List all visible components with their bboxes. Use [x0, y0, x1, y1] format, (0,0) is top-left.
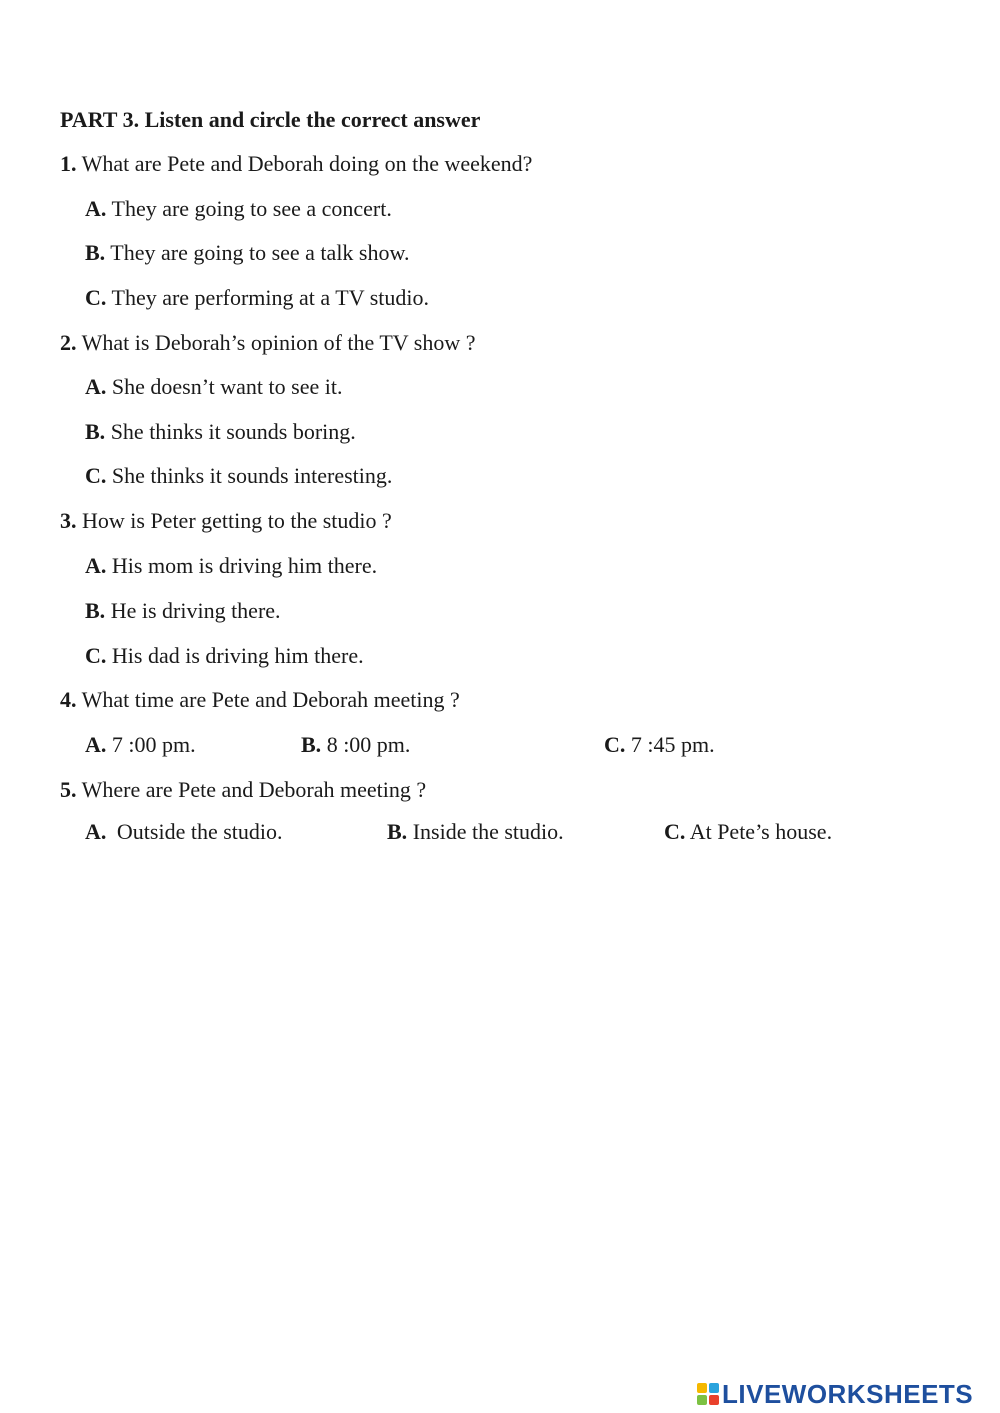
- option-text: They are going to see a concert.: [111, 196, 392, 221]
- option-4c[interactable]: [604, 731, 715, 759]
- option-text: 7 :45 pm.: [630, 732, 715, 757]
- question-text: What are Pete and Deborah doing on the weekend?: [81, 151, 533, 176]
- option-text: Inside the studio.: [412, 819, 564, 844]
- question-5: [60, 776, 426, 804]
- option-letter: B.: [85, 598, 106, 623]
- question-text: How is Peter getting to the studio ?: [82, 508, 392, 533]
- option-1a[interactable]: [85, 195, 392, 223]
- question-number: 2.: [60, 330, 77, 355]
- question-text: What is Deborah’s opinion of the TV show ?: [81, 330, 476, 355]
- option-5a[interactable]: [85, 818, 283, 846]
- option-letter: A.: [85, 732, 107, 757]
- option-text: She doesn’t want to see it.: [111, 374, 343, 399]
- question-number: 4.: [60, 687, 77, 712]
- option-5c[interactable]: [664, 818, 832, 846]
- worksheet-title: PART 3. Listen and circle the correct answer: [60, 107, 481, 132]
- option-text: She thinks it sounds interesting.: [111, 463, 393, 488]
- question-1: [60, 150, 532, 178]
- option-letter: C.: [604, 732, 626, 757]
- option-text: Outside the studio.: [116, 819, 283, 844]
- question-text: Where are Pete and Deborah meeting ?: [81, 777, 427, 802]
- question-number: 3.: [60, 508, 77, 533]
- option-text: At Pete’s house.: [689, 819, 833, 844]
- option-2b[interactable]: [85, 418, 356, 446]
- question-4: [60, 686, 460, 714]
- option-text: 8 :00 pm.: [326, 732, 411, 757]
- option-letter: C.: [85, 643, 107, 668]
- option-4b[interactable]: [301, 731, 410, 759]
- liveworksheets-watermark: [697, 1378, 973, 1410]
- option-2c[interactable]: [85, 462, 392, 490]
- option-letter: C.: [85, 285, 107, 310]
- option-text: They are going to see a talk show.: [110, 240, 410, 265]
- question-3: [60, 507, 392, 535]
- option-letter: C.: [85, 463, 107, 488]
- option-letter: A.: [85, 196, 107, 221]
- option-3c[interactable]: [85, 642, 364, 670]
- option-letter: B.: [85, 240, 106, 265]
- option-letter: A.: [85, 374, 107, 399]
- option-letter: B.: [387, 819, 408, 844]
- option-1c[interactable]: [85, 284, 429, 312]
- option-text: His mom is driving him there.: [111, 553, 378, 578]
- option-3b[interactable]: [85, 597, 281, 625]
- option-text: 7 :00 pm.: [111, 732, 196, 757]
- option-letter: C.: [664, 819, 686, 844]
- option-1b[interactable]: [85, 239, 409, 267]
- question-2: [60, 329, 476, 357]
- question-number: 1.: [60, 151, 77, 176]
- option-3a[interactable]: [85, 552, 377, 580]
- option-text: She thinks it sounds boring.: [110, 419, 356, 444]
- option-5b[interactable]: [387, 818, 564, 846]
- option-letter: B.: [85, 419, 106, 444]
- option-letter: A.: [85, 819, 107, 844]
- option-letter: B.: [301, 732, 322, 757]
- option-4a[interactable]: [85, 731, 196, 759]
- option-2a[interactable]: [85, 373, 342, 401]
- option-letter: A.: [85, 553, 107, 578]
- question-text: What time are Pete and Deborah meeting ?: [81, 687, 460, 712]
- option-text: He is driving there.: [110, 598, 281, 623]
- liveworksheets-logo-icon: [697, 1383, 719, 1405]
- option-text: They are performing at a TV studio.: [111, 285, 429, 310]
- option-text: His dad is driving him there.: [111, 643, 364, 668]
- watermark-text: LIVEWORKSHEETS: [722, 1378, 974, 1409]
- question-number: 5.: [60, 777, 77, 802]
